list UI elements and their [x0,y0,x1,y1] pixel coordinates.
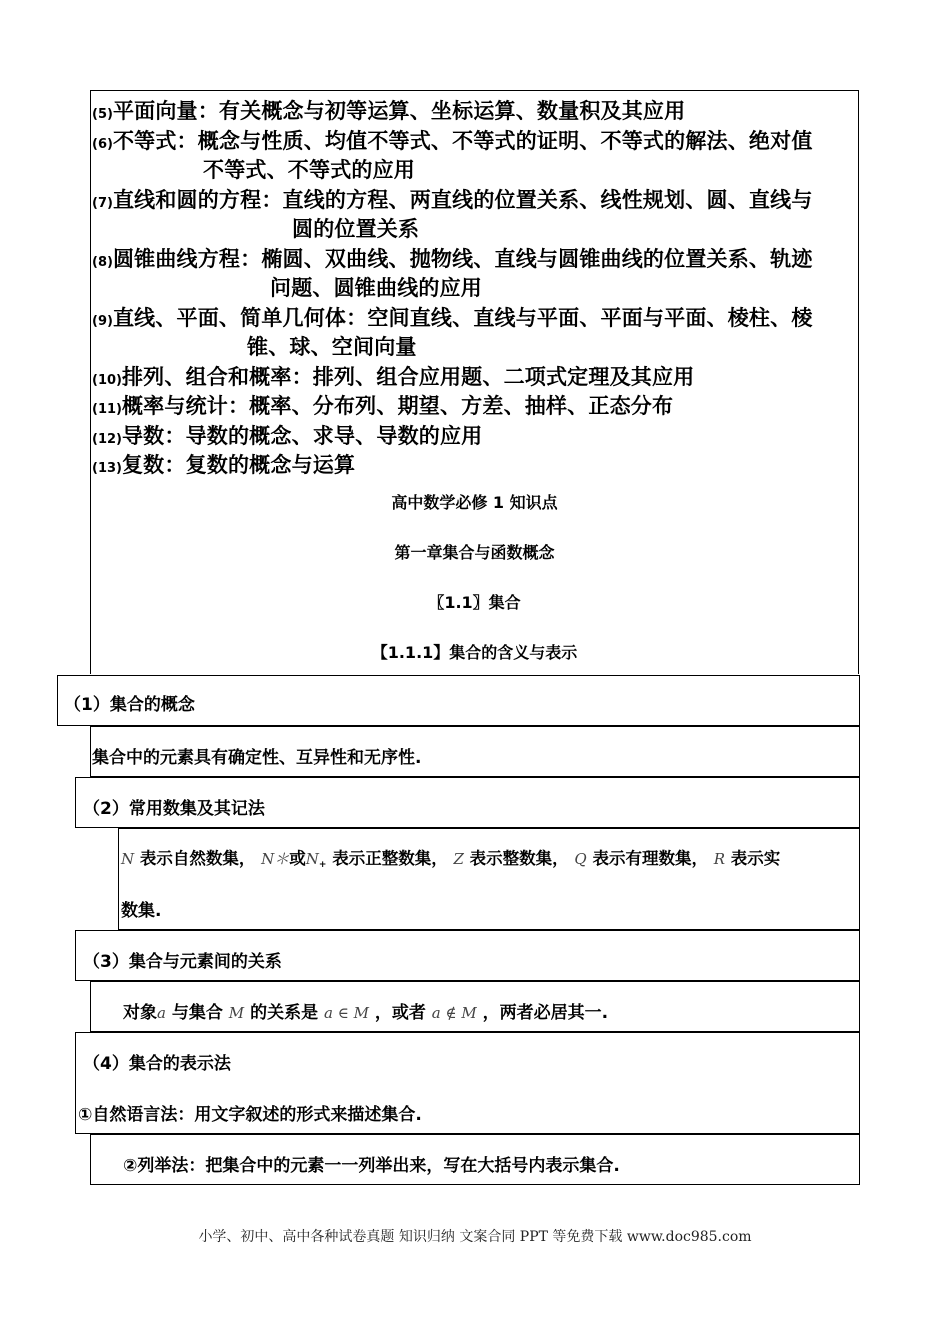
symbol-q: Q [574,850,587,868]
topic-7: (7)直线和圆的方程：直线的方程、两直线的位置关系、线性规划、圆、直线与 [92,188,813,212]
symbol-n-plus: N [305,850,319,868]
topic-12: (12)导数：导数的概念、求导、导数的应用 [92,424,483,448]
topic-13: (13)复数：复数的概念与运算 [92,453,356,477]
item4-method1: ①自然语言法：用文字叙述的形式来描述集合. [78,1105,422,1125]
item3-body: 对象a 与集合 M 的关系是 a ∈ M ，或者 a ∉ M ，两者必居其一. [123,1003,609,1023]
book-title: 高中数学必修 1 知识点 [391,493,558,512]
symbol-a-in-m: a ∈ M [324,1004,369,1022]
item3-title: （3）集合与元素间的关系 [83,952,282,972]
footer-text: 小学、初中、高中各种试卷真题 知识归纳 文案合同 PPT 等免费下载 www.doc985.com [198,1229,752,1245]
topic-5: (5)平面向量：有关概念与初等运算、坐标运算、数量积及其应用 [92,99,686,123]
symbol-r: R [713,850,725,868]
topic-8: (8)圆锥曲线方程：椭圆、双曲线、抛物线、直线与圆锥曲线的位置关系、轨迹 [92,247,813,271]
topic-7-cont: 圆的位置关系 [292,217,420,241]
topic-6-cont: 不等式、不等式的应用 [203,158,415,182]
item1-body: 集合中的元素具有确定性、互异性和无序性. [92,748,422,768]
symbol-n: N [121,850,135,868]
item4-title: （4）集合的表示法 [83,1054,231,1074]
item4-method2: ②列举法：把集合中的元素一一列举出来，写在大括号内表示集合. [123,1156,620,1176]
item1-title: （1）集合的概念 [64,695,195,715]
symbol-m: M [228,1004,245,1022]
topic-9-cont: 锥、球、空间向量 [247,335,417,359]
section-title: 〖1.1〗集合 [428,593,521,612]
topic-9: (9)直线、平面、简单几何体：空间直线、直线与平面、平面与平面、棱柱、棱 [92,306,813,330]
topic-10: (10)排列、组合和概率：排列、组合应用题、二项式定理及其应用 [92,365,695,389]
symbol-a-notin-m: a ∉ M [431,1004,477,1022]
item2-title: （2）常用数集及其记法 [83,799,265,819]
symbol-n-star: N＊ [261,850,290,868]
topic-8-cont: 问题、圆锥曲线的应用 [270,276,482,300]
item2-body-box [118,828,860,930]
item2-body-line2: 数集. [121,901,162,921]
symbol-a: a [157,1004,166,1022]
item2-body-line1: N 表示自然数集， N＊或$N_+$ 表示正整数集， Z 表示整数集， Q 表示有理数集， R 表示实 [121,849,781,870]
topic-6: (6)不等式：概念与性质、均值不等式、不等式的证明、不等式的解法、绝对值 [92,129,813,153]
topic-11: (11)概率与统计：概率、分布列、期望、方差、抽样、正态分布 [92,394,674,418]
subsection-title: 【1.1.1】集合的含义与表示 [371,643,578,662]
chapter-title: 第一章集合与函数概念 [394,543,555,562]
symbol-z: Z [453,850,464,868]
